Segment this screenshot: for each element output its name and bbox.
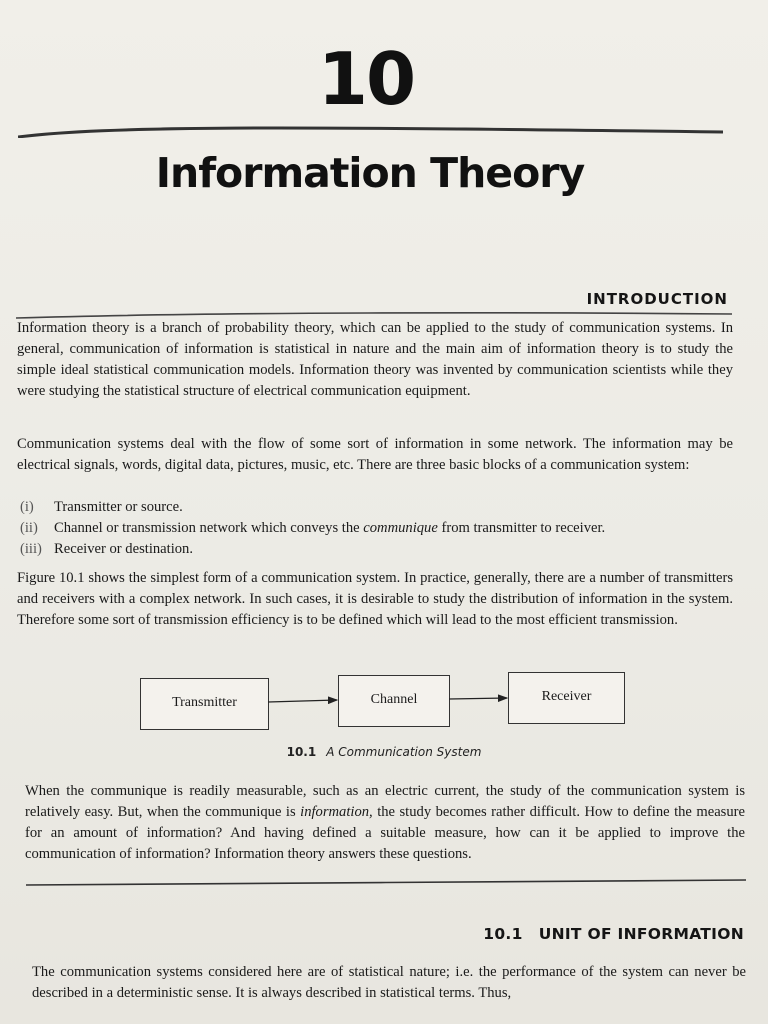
list-item-number: (i) [20, 499, 34, 515]
list-item [20, 539, 732, 560]
list-item-text: Transmitter or source. [54, 499, 183, 515]
transmitter-block: Transmitter [140, 678, 269, 730]
receiver-block: Receiver [508, 672, 625, 724]
figure-caption [0, 745, 768, 759]
paragraph-4 [25, 781, 745, 865]
intro-paragraph-3: Figure 10.1 shows the simplest form of a communication system. In practice, generally, there are a number of transmitters and receivers with a complex network. In such cases, it is desirable to study the distribution of information in the system. Therefore some sort of transmission efficiency is to be defined which will lead to the most efficient transmission. [17, 570, 733, 628]
intro-paragraph-2: Communication systems deal with the flow of some sort of information in some network. The information may be electrical signals, words, digital data, pictures, music, etc. There are three basic blocks of a communication system: [17, 436, 733, 473]
figure-title: A Communication System [326, 745, 482, 759]
introduction-heading: INTRODUCTION [586, 290, 728, 308]
arrow-channel-to-receiver [449, 698, 507, 699]
channel-block: Channel [338, 675, 450, 727]
arrow-transmitter-to-channel [268, 700, 337, 702]
list-item-number: (iii) [20, 541, 42, 557]
section-heading [483, 925, 744, 943]
paragraph-4-text: the study becomes rather difficult. How to define the measure for an amount of information? And having defined a suitable measure, how can it be applied to improve the communication of information? Information theory answers these questions. [25, 804, 745, 862]
section-paragraph: The communication systems considered here are of statistical nature; i.e. the performance of the system can never be described in a deterministic sense. It is always described in statistical terms. Thus, [32, 964, 746, 1001]
chapter-rule [18, 124, 723, 138]
paragraph-4-emphasis: information, [300, 804, 373, 820]
list-item-text: Receiver or destination. [54, 541, 193, 557]
section-title: UNIT OF INFORMATION [538, 925, 744, 943]
intro-paragraph-1: Information theory is a branch of probability theory, which can be applied to the study of communication systems. In general, communication of information is statistical in nature and the main aim of information theory is to study the simple ideal statistical communication models. Information theory was invented by communication scientists while they were studying the statistical structure of electrical communication equipment. [17, 320, 733, 399]
paragraph-4-text: When the communique is readily measurable, such as an electric current, the study of the communication system is relatively easy. But, when the communique is [25, 783, 745, 820]
list-item [20, 518, 732, 539]
list-item [20, 497, 732, 518]
communication-blocks-list [20, 497, 732, 560]
communication-system-diagram [0, 670, 768, 740]
chapter-title: Information Theory [155, 149, 585, 197]
list-item-text: Channel or transmission network which conveys the [54, 520, 364, 536]
list-item-emphasis: communique [363, 520, 438, 536]
section-number: 10.1 [483, 925, 523, 943]
list-item-number: (ii) [20, 520, 38, 536]
diagram-arrows [0, 670, 768, 740]
section-rule [26, 879, 746, 887]
list-item-text: from transmitter to receiver. [437, 520, 606, 536]
chapter-number: 10 [317, 37, 415, 121]
figure-number: 10.1 [286, 745, 317, 759]
